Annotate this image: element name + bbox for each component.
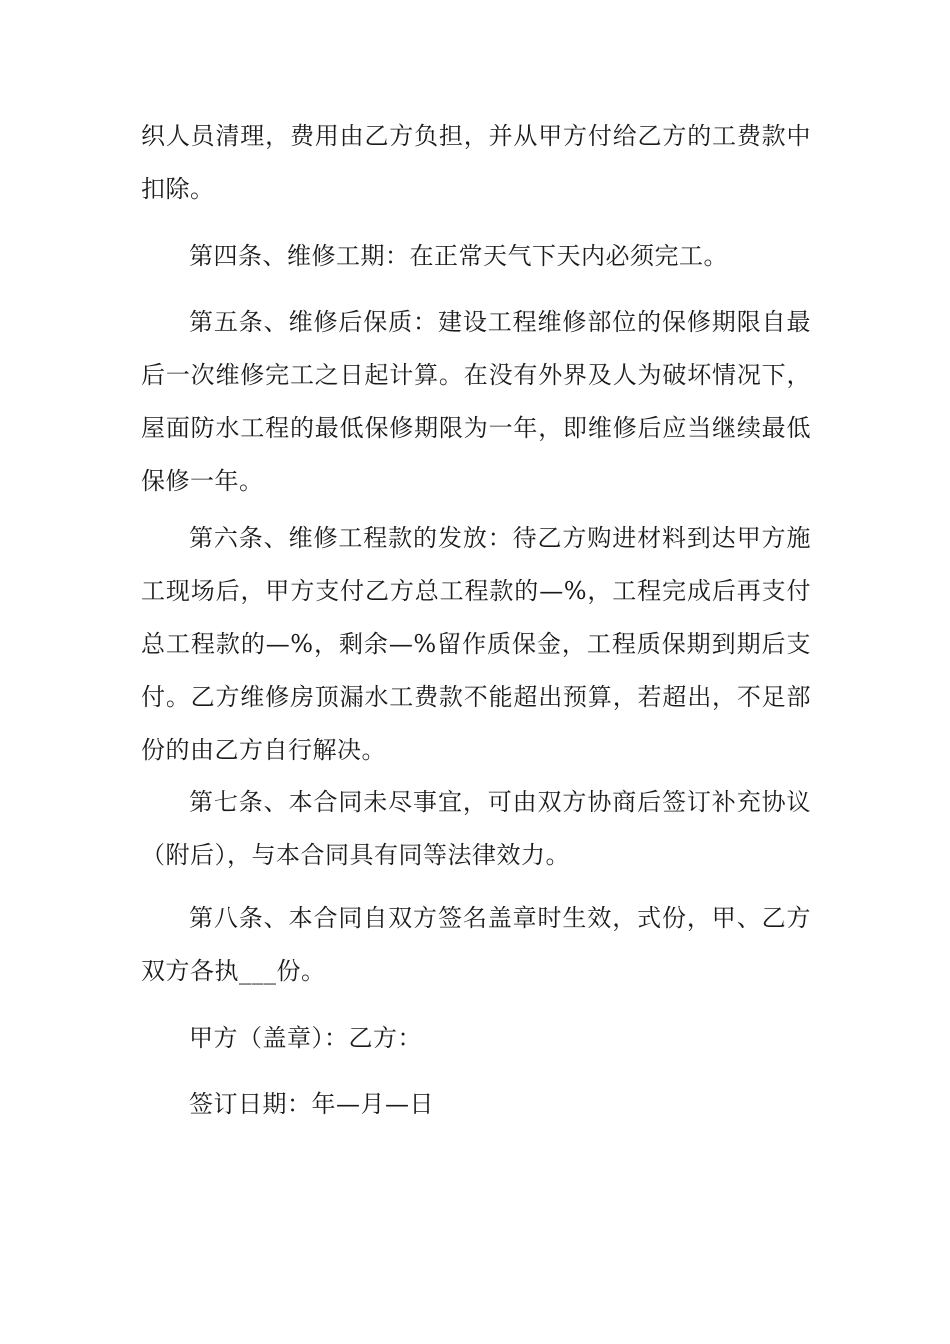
paragraph-article-6: 第六条、维修工程款的发放：待乙方购进材料到达甲方施工现场后，甲方支付乙方总工程款的—%，工程完成后再支付总工程款的—%，剩余—%留作质保金，工程质保期到期后支付。乙方维修房顶漏水工费款不能超出预算，若超出，不足部份的由乙方自行解决。 bbox=[141, 524, 811, 764]
paragraph-article-5: 第五条、维修后保质：建设工程维修部位的保修期限自最后一次维修完工之日起计算。在没有外界及人为破坏情况下，屋面防水工程的最低保修期限为一年，即维修后应当继续最低保修一年。 bbox=[141, 308, 811, 495]
paragraph-article-4: 第四条、维修工期：在正常天气下天内必须完工。 bbox=[189, 242, 728, 270]
paragraph-article-8: 第八条、本合同自双方签名盖章时生效，式份，甲、乙方双方各执___份。 bbox=[141, 904, 811, 985]
paragraph-article-7: 第七条、本合同未尽事宜，可由双方协商后签订补充协议（附后），与本合同具有同等法律效力。 bbox=[141, 788, 811, 869]
signature-line: 甲方（盖章）：乙方： bbox=[189, 1024, 422, 1052]
paragraph-continuation: 织人员清理，费用由乙方负担，并从甲方付给乙方的工费款中扣除。 bbox=[141, 122, 811, 203]
signing-date-line: 签订日期：年—月—日 bbox=[189, 1090, 434, 1118]
